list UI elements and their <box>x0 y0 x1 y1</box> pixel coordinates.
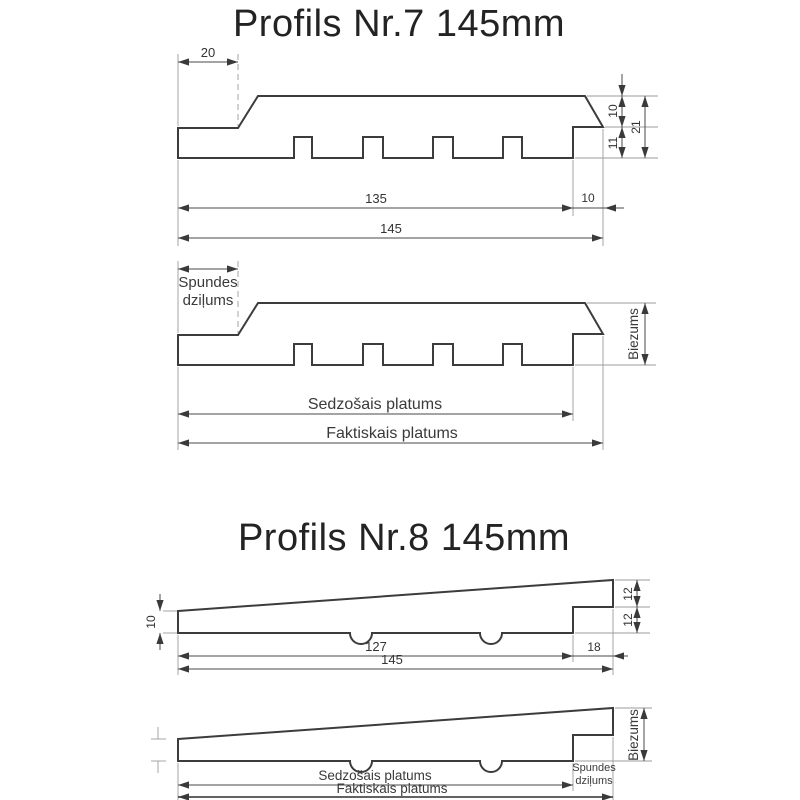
dim-chamfer-depth: 10 <box>606 104 620 118</box>
profile7-outline-labeled <box>178 303 603 365</box>
label-tongue-depth-line2: dziļums <box>182 292 234 309</box>
dim-rebate-width: 10 <box>581 191 595 205</box>
dim-cover-width: 135 <box>365 191 387 206</box>
profile7-extension-lines <box>178 54 658 246</box>
label-thickness-8: Biezums <box>626 709 641 761</box>
dim-full-width: 145 <box>380 221 402 236</box>
label-cover-width: Sedzošais platums <box>307 396 443 413</box>
dim-right-lower-thickness: 12 <box>621 613 635 627</box>
profile7-dimensions <box>178 45 645 238</box>
profile8-labels <box>178 708 644 797</box>
label-full-width: Faktiskais platums <box>326 425 458 442</box>
profile7-drawing-labeled <box>178 261 656 450</box>
dim-rebate-width-8: 18 <box>587 640 601 654</box>
profile7-labels <box>178 269 645 443</box>
dim-cover-width-8: 127 <box>365 639 387 654</box>
dim-right-upper-thickness: 12 <box>621 587 635 601</box>
profile7-outline <box>178 96 603 158</box>
profile7-labeled-extension-lines <box>178 261 656 450</box>
dim-left-thickness: 10 <box>144 615 158 629</box>
profile8-drawing-dimensioned <box>144 580 650 675</box>
label-cover-width-8: Sedzošais platums <box>318 768 432 783</box>
profile8-outline-labeled <box>178 708 613 772</box>
dim-total-thickness: 21 <box>629 120 643 134</box>
profile8-outline <box>178 580 613 644</box>
label-tongue-depth-8-line2: dziļums <box>575 775 613 787</box>
profile8-dimensions <box>144 580 637 669</box>
profile8-drawing-labeled <box>151 708 652 800</box>
dim-tongue-width: 20 <box>200 45 216 60</box>
label-tongue-depth-line1: Spundes <box>178 274 238 291</box>
label-full-width-8: Faktiskais platums <box>336 781 448 796</box>
label-tongue-depth-8-line1: Spundes <box>572 762 616 774</box>
profile7-title: Profils Nr.7 145mm <box>232 3 566 45</box>
profile7-drawing-dimensioned <box>178 45 658 246</box>
label-thickness: Biezums <box>626 308 641 360</box>
dim-step-height: 11 <box>606 136 620 150</box>
profile8-title: Profils Nr.8 145mm <box>237 517 571 559</box>
dim-full-width-8: 145 <box>381 652 403 667</box>
